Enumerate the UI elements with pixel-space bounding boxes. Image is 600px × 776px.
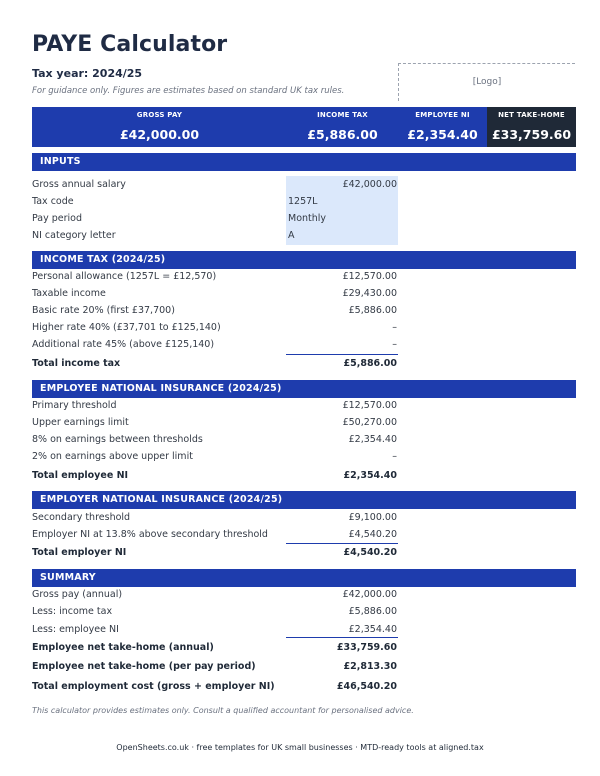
row-value: £42,000.00 (342, 589, 397, 600)
salary-input[interactable]: £42,000.00 (342, 179, 397, 190)
table-row (32, 414, 576, 431)
row-label: Additional rate 45% (above £125,140) (32, 339, 215, 350)
kpi-gross-pay (32, 107, 287, 147)
row-label: Tax code (32, 196, 74, 207)
row-value: £33,759.60 (336, 642, 397, 653)
section-header-employer-ni (32, 491, 576, 509)
row-value: £12,570.00 (342, 400, 397, 411)
table-row (32, 603, 576, 620)
row-label: Less: income tax (32, 606, 113, 617)
row-label: Total employment cost (gross + employer NI) (32, 681, 275, 692)
row-label: Employee net take-home (annual) (32, 642, 214, 653)
row-label: Pay period (32, 213, 83, 224)
table-row (32, 448, 576, 465)
kpi-label: GROSS PAY (136, 111, 183, 119)
input-row-ni-category (32, 227, 576, 244)
row-label: Taxable income (32, 288, 106, 299)
disclaimer: This calculator provides estimates only. Consult a qualified accountant for personalised advice. (32, 706, 414, 715)
section-header-inputs (32, 153, 576, 171)
section-title: INCOME TAX (2024/25) (40, 254, 166, 265)
total-row (32, 678, 576, 695)
table-row (32, 336, 576, 353)
row-value: £9,100.00 (348, 512, 397, 523)
row-value: – (392, 339, 397, 350)
kpi-label: INCOME TAX (317, 111, 368, 119)
section-header-employee-ni (32, 380, 576, 398)
total-row (32, 355, 576, 372)
row-label: Primary threshold (32, 400, 117, 411)
kpi-value: £2,354.40 (407, 127, 478, 142)
total-row (32, 467, 576, 484)
row-value: £4,540.20 (343, 547, 397, 558)
input-row-tax-code (32, 193, 576, 210)
input-row-salary (32, 176, 576, 193)
row-label: Personal allowance (1257L = £12,570) (32, 271, 217, 282)
table-row (32, 509, 576, 526)
input-row-pay-period (32, 210, 576, 227)
table-row (32, 397, 576, 414)
section-title: EMPLOYER NATIONAL INSURANCE (2024/25) (40, 494, 283, 505)
section-title: EMPLOYEE NATIONAL INSURANCE (2024/25) (40, 383, 282, 394)
section-title: INPUTS (40, 156, 81, 167)
row-value: £46,540.20 (336, 681, 397, 692)
kpi-value: £5,886.00 (307, 127, 378, 142)
row-label: Basic rate 20% (first £37,700) (32, 305, 175, 316)
kpi-employee-ni (398, 107, 487, 147)
row-label: Employee net take-home (per pay period) (32, 661, 256, 672)
row-value: £2,354.40 (348, 434, 397, 445)
row-value: £12,570.00 (342, 271, 397, 282)
row-value: £2,354.40 (348, 624, 397, 635)
row-label: Higher rate 40% (£37,701 to £125,140) (32, 322, 221, 333)
ni-category-input[interactable]: A (288, 230, 295, 241)
row-label: Total income tax (32, 358, 121, 369)
logo-text: [Logo] (472, 77, 502, 87)
guidance-note: For guidance only. Figures are estimates based on standard UK tax rules. (32, 86, 345, 96)
tax-code-input[interactable]: 1257L (288, 196, 318, 207)
footer: OpenSheets.co.uk · free templates for UK small businesses · MTD-ready tools at aligned.tax (116, 743, 484, 752)
row-value: £5,886.00 (343, 358, 397, 369)
table-row (32, 268, 576, 285)
total-row (32, 658, 576, 675)
kpi-value: £42,000.00 (119, 127, 200, 142)
kpi-income-tax (287, 107, 398, 147)
table-row (32, 285, 576, 302)
total-row (32, 639, 576, 656)
row-label: Less: employee NI (32, 624, 119, 635)
logo-placeholder (398, 63, 575, 101)
kpi-band (32, 107, 576, 147)
section-title: SUMMARY (40, 572, 96, 583)
row-label: 2% on earnings above upper limit (32, 451, 193, 462)
row-label: Total employee NI (32, 470, 129, 481)
tax-year: Tax year: 2024/25 (32, 67, 143, 80)
table-row (32, 319, 576, 336)
row-label: Employer NI at 13.8% above secondary threshold (32, 529, 268, 540)
row-value: £4,540.20 (348, 529, 397, 540)
row-label: Secondary threshold (32, 512, 131, 523)
row-value: – (392, 451, 397, 462)
row-label: Gross pay (annual) (32, 589, 123, 600)
row-value: £2,813.30 (343, 661, 397, 672)
section-header-income-tax (32, 251, 576, 269)
row-value: £50,270.00 (342, 417, 397, 428)
row-value: £5,886.00 (348, 606, 397, 617)
table-row (32, 586, 576, 603)
total-row (32, 544, 576, 561)
table-row (32, 621, 576, 638)
kpi-net-take-home (487, 107, 576, 147)
kpi-value: £33,759.60 (491, 127, 572, 142)
total-rule (286, 637, 398, 638)
table-row (32, 302, 576, 319)
row-value: £29,430.00 (342, 288, 397, 299)
pay-period-input[interactable]: Monthly (288, 213, 327, 224)
row-label: Gross annual salary (32, 179, 126, 190)
section-header-summary (32, 569, 576, 587)
kpi-label: NET TAKE-HOME (498, 111, 565, 119)
table-row (32, 431, 576, 448)
row-label: NI category letter (32, 230, 116, 241)
row-value: – (392, 322, 397, 333)
kpi-label: EMPLOYEE NI (415, 111, 470, 119)
row-value: £5,886.00 (348, 305, 397, 316)
row-label: 8% on earnings between thresholds (32, 434, 203, 445)
row-value: £2,354.40 (343, 470, 397, 481)
row-label: Total employer NI (32, 547, 127, 558)
row-label: Upper earnings limit (32, 417, 129, 428)
table-row (32, 526, 576, 543)
page-title: PAYE Calculator (32, 32, 228, 57)
